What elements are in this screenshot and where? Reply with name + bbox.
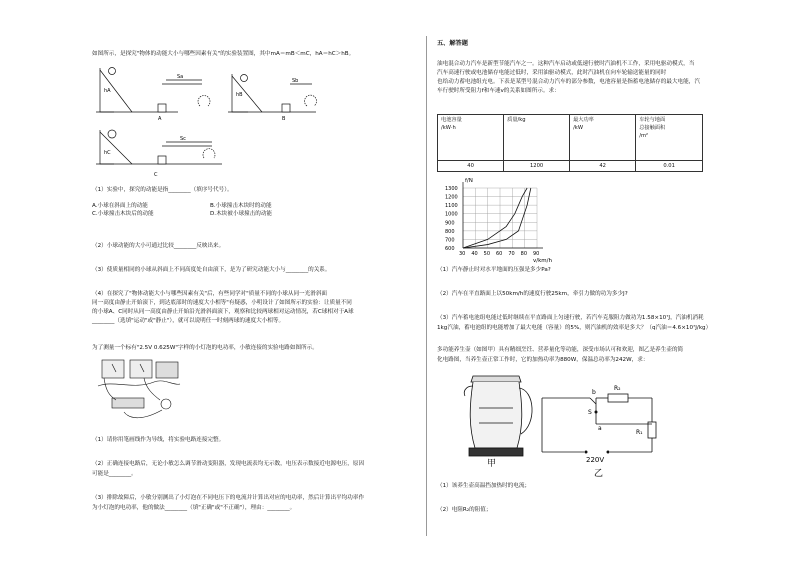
th-area: 车轮与地面 总接触面积 /m² [636,115,703,161]
switch-s-label: S [588,409,592,416]
chart-xlabel: v/km/h [533,258,552,264]
y-tick-label: 1100 [445,203,458,210]
q1-4-line4: ________（选填"运动"或"静止"），就可以说明任一时刻两球的速度大小相等。 [92,318,285,324]
q4-line1: 多功能养生壶（如图甲）具有精细烹饪、营养量化等功能，深受市场认可和欢迎，图乙是养生壶的简 [437,347,684,353]
chart-ylabel: f/N [465,178,473,184]
q2-2-line1: （2）正确连接电路后，无论小敏怎么调节滑动变阻器，发现电流表均无示数，电压表示数接近电源电压，原因 [92,461,365,467]
x-tick-label: 70 [508,251,515,257]
hc-label: hC [104,150,111,156]
fig-a-label: A [158,116,162,122]
sa-label: Sa [177,74,184,80]
p1-line1: 油电混合动力汽车是新型节能汽车之一。这种汽车启动或低速行驶时汽油机不工作，采用电驱动模式，当 [437,61,695,67]
q2-3-line1: （3）排除故障后，小敏分别测出了小灯泡在不同电压下的电流并计算出对应的电功率，然后计算出平均功率作 [92,495,365,501]
y-tick-label: 1000 [445,211,458,218]
node-a-label: a [598,425,602,432]
label-jia: 甲 [487,459,497,469]
q1-4-line3: 的小球A、C同时从同一高度由静止开始沿光滑斜面滚下，观察和比较两球相对运动情况，若C球相对于A球 [92,309,354,315]
q3-3-line2: 1kg汽油，蓄电池组的电能增加了最大电能（容量）的5%，则汽油机的效率是多大？（q汽油＝4.6×10⁷J/kg） [437,325,712,331]
q1-option-a: A.小球在斜面上的动能 [92,203,148,209]
sc-label: Sc [180,136,186,142]
circuit-diagram [532,378,672,478]
q1-intro: 如图所示，是探究"物体的动能大小与哪些因素有关"的实验装置图，其中mA＝mB＜mC，hA＝hC＞hB。 [92,51,355,57]
q1-4-line2: 同一高度由静止开始滚下，到达底部时的速度大小相等"有疑惑，小明设计了如图所示的实验：让质量不同 [92,300,352,306]
y-tick-label: 800 [445,228,455,235]
q1-option-b: B.小球撞击木块时的动能 [210,203,272,209]
q2-1: （1）请你用笔画线作为导线，将实验电路连接完整。 [92,437,225,443]
y-tick-label: 1200 [445,194,458,201]
q2-intro: 为了测量一个标有"2.5V 0.625W"字样的小灯泡的电功率，小敏连接的实验电路如图所示。 [92,345,318,351]
series-line-2 [463,188,531,248]
section-heading: 五、解答题 [437,40,468,47]
kettle-photo [459,368,539,468]
q1-option-d: D.木块被小球撞击的动能 [210,211,273,217]
th-mass: 质量/kg [504,115,570,161]
q2-3-line2: 为小灯泡的电功率，他的做法________（填"正确"或"不正确"），理由：________。 [92,505,296,511]
td-battery: 40 [438,161,504,172]
q1-1: （1）实验中，探究的动能是指________（填序号代号）。 [92,187,233,193]
td-mass: 1200 [504,161,570,172]
p1-line2: 汽车高速行驶或电池储存电能过低时，采用油驱动模式，此时汽油机在向车轮输送能量的同时 [437,70,667,76]
y-tick-label: 1300 [445,186,458,192]
th-power: 最大功率 /kW [570,115,636,161]
r2-label: R₂ [614,385,621,392]
node-b-label: b [592,389,596,396]
fig-b-label: B [282,116,286,122]
th-battery: 电池容量 /kW·h [438,115,504,161]
hb-label: hB [236,92,243,98]
q3-3-line1: （3）汽车蓄电池组电能过低时继续在平直路面上匀速行驶，若汽车克服阻力做功为1.58×10⁷J，汽油机消耗 [437,315,704,321]
label-yi: 乙 [594,469,604,479]
q1-figure-ab [92,60,412,120]
column-divider [426,36,427,536]
q1-4-line1: （4）在探究了"物体动能大小与哪些因素有关"后，有些同学对"质量不同的小球从同一光滑斜面 [92,291,328,297]
q1-3: （3）使质量相同的小球从斜面上不同高度处自由滚下，是为了研究动能大小与________的关系。 [92,267,331,273]
q1-2: （2）小球动能的大小可通过比较________反映出来。 [92,243,225,249]
x-tick-label: 90 [533,251,540,257]
x-tick-label: 60 [496,251,503,257]
td-power: 42 [570,161,636,172]
q3-1: （1）汽车静止时对水平地面的压强是多少Pa? [437,267,551,273]
x-tick-label: 30 [459,251,466,257]
r1-label: R₁ [636,429,643,436]
td-area: 0.01 [636,161,703,172]
q2-circuit-photo [94,356,184,428]
resistance-speed-chart [437,176,577,266]
series-line-1 [463,188,527,248]
q4-1: （1）该养生壶高温挡加热时的电流； [437,483,531,489]
voltage-label: 220V [586,456,605,464]
q1-figure-c [92,126,272,186]
q4-2: （2）电阻R₂的阻值； [437,507,492,513]
x-tick-label: 80 [520,251,528,257]
p1-line3: 也给动力蓄电池组充电。下表是某型号混合动力汽车的部分参数，电池容量是指蓄电池储存的最大电能，汽 [437,79,700,85]
params-table [437,114,703,172]
p1-line4: 车行驶时所受阻力f和车速v的关系如图所示。求： [437,88,560,94]
fig-c-label: C [154,172,158,178]
q4-line2: 化电路图，当养生壶正常工作时，它的加热功率为880W，保温总功率为242W，求： [437,357,649,363]
sb-label: Sb [292,78,299,84]
x-tick-label: 50 [483,251,491,257]
y-tick-label: 700 [445,237,455,244]
q2-2-line2: 可能是________。 [92,471,137,477]
x-tick-label: 40 [471,251,478,257]
q1-option-c: C.小球撞击木块后的动能 [92,211,154,217]
y-tick-label: 600 [445,246,455,252]
y-tick-label: 900 [445,220,455,227]
ha-label: hA [104,88,111,94]
q3-2: （2）汽车在平直路面上以50km/h的速度行驶25km，牵引力做的功为多少J? [437,291,628,297]
